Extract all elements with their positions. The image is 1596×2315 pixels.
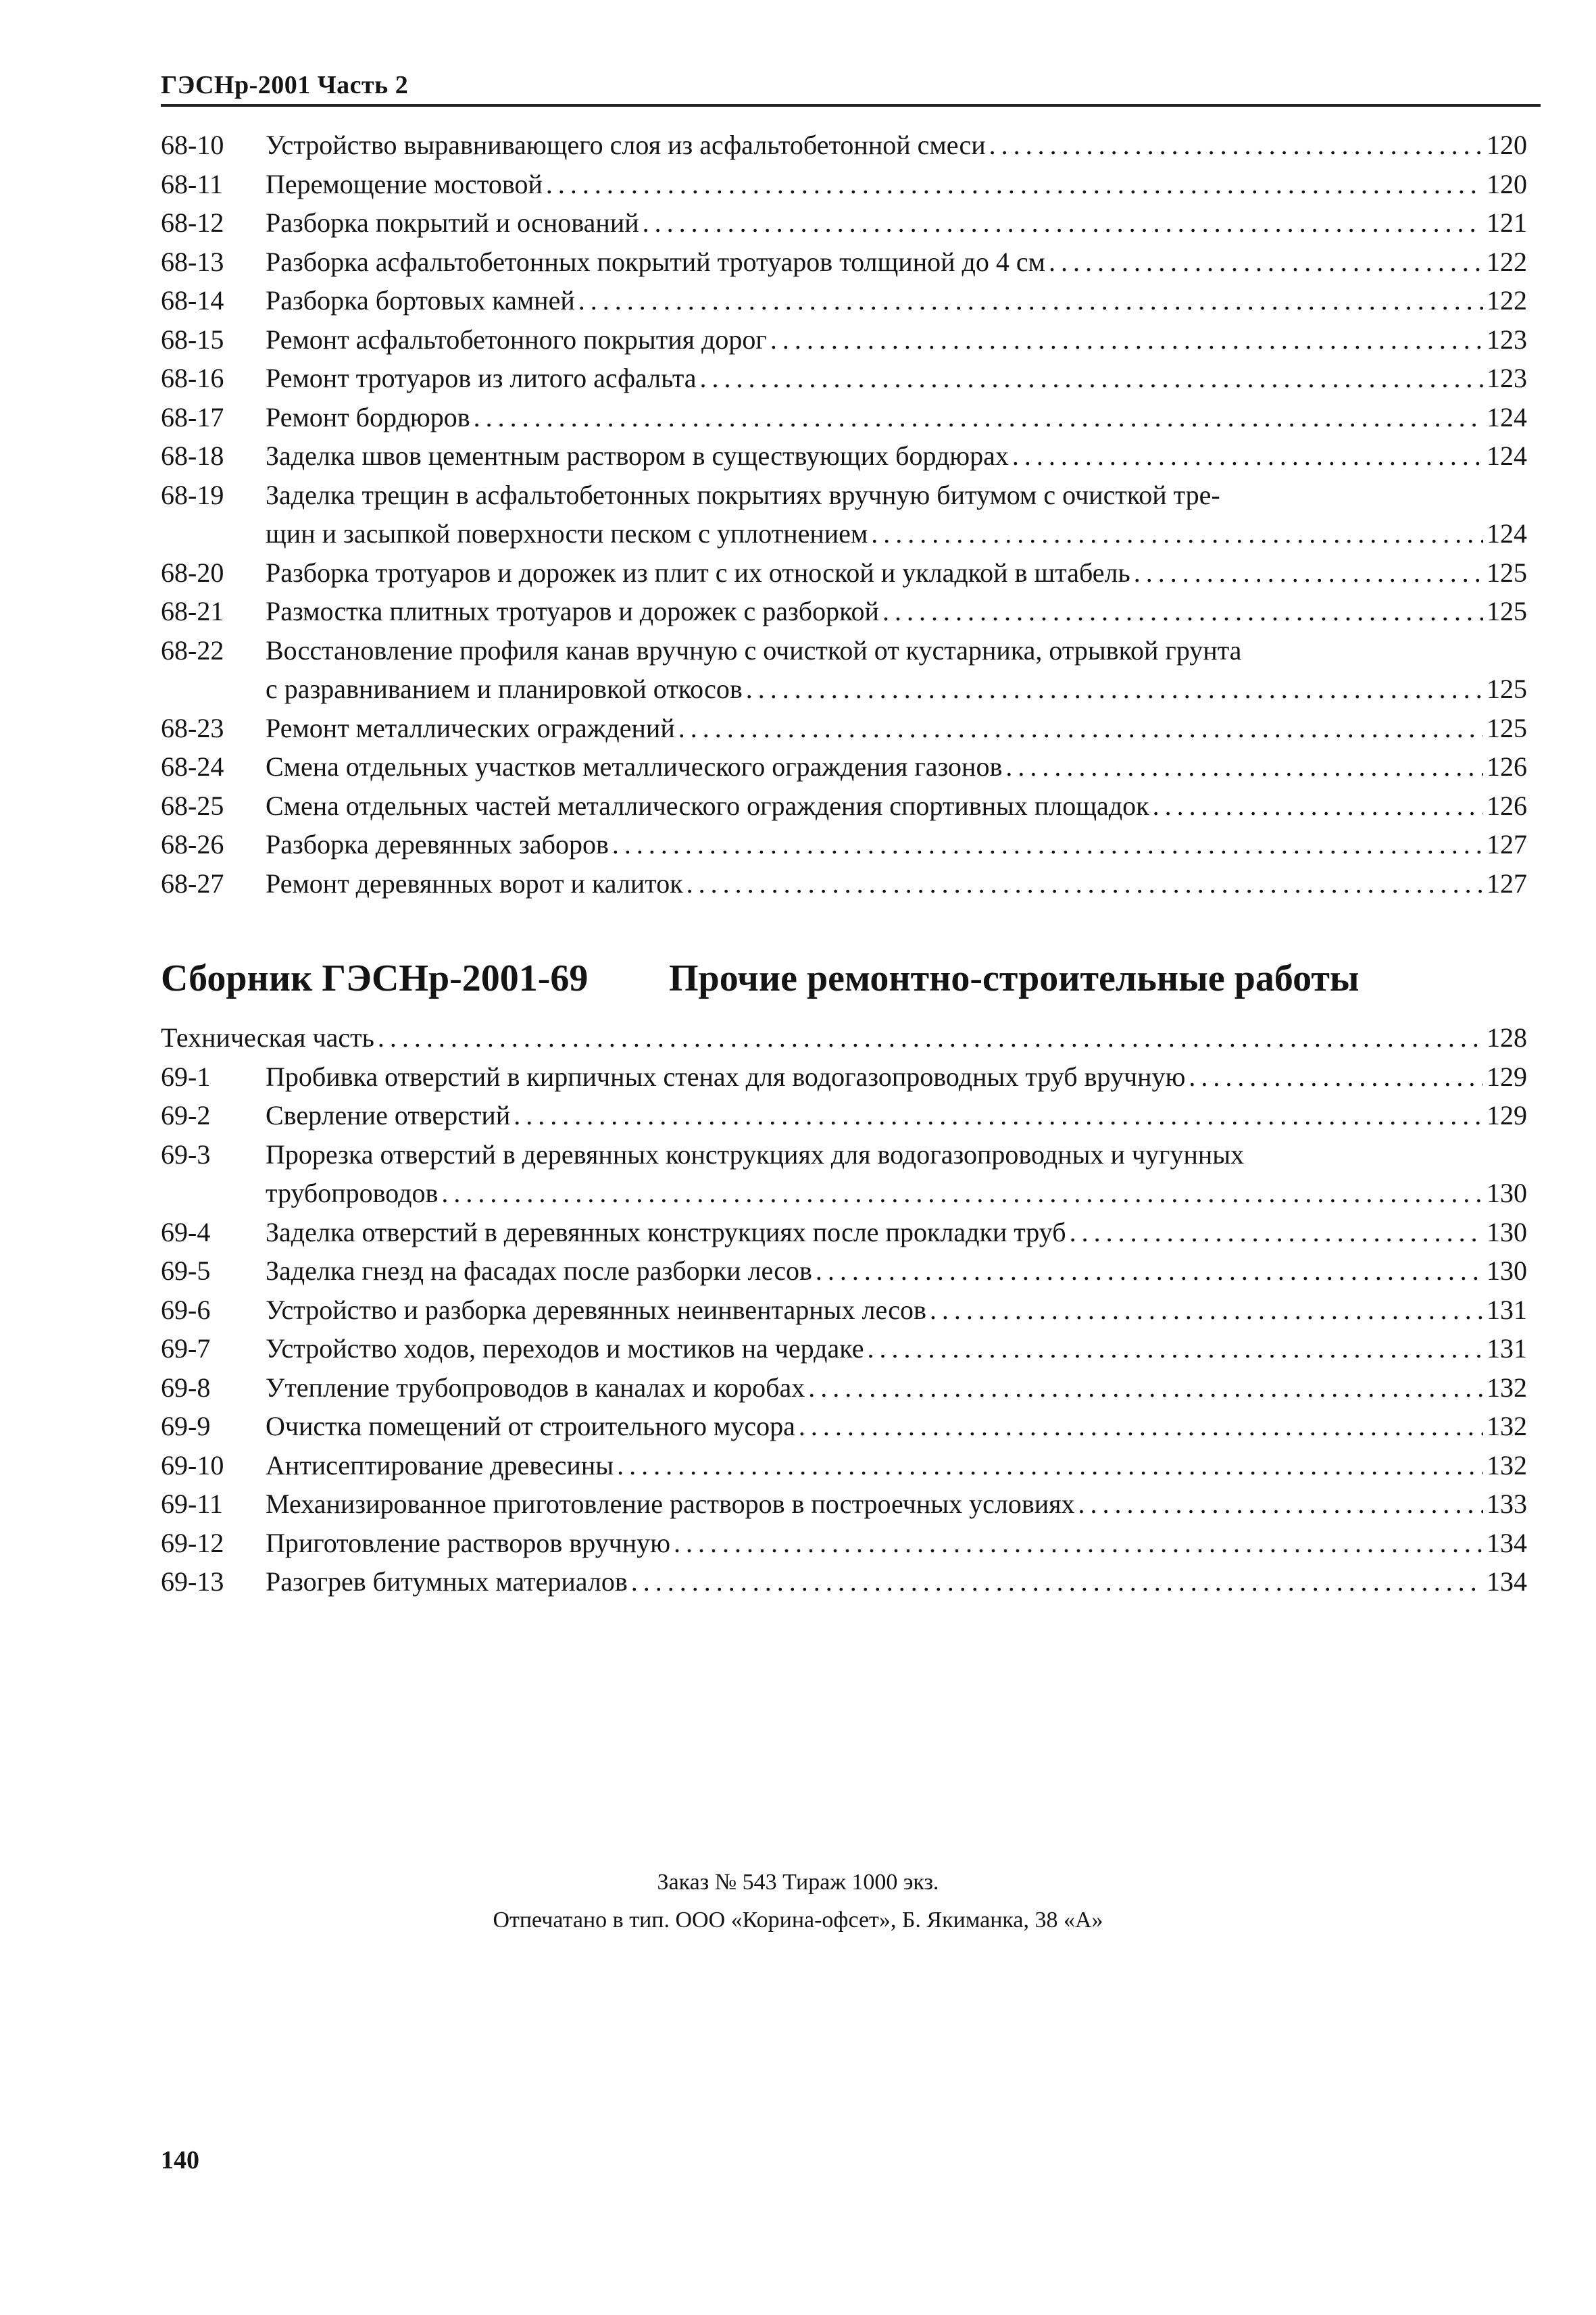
toc-entry-code: 69-6 [161, 1294, 211, 1325]
collection-heading [161, 956, 1541, 1001]
leader-dots [746, 670, 1483, 709]
toc-section-68 [161, 126, 1527, 903]
toc-entry-code: 68-13 [161, 246, 224, 277]
toc-entry[interactable] [161, 709, 1527, 748]
page-header [161, 70, 1541, 107]
leader-dots [474, 398, 1483, 437]
toc-entry-title: Пробивка отверстий в кирпичных стенах для водогазопроводных труб вручную [266, 1061, 1186, 1092]
leader-dots [871, 514, 1483, 553]
leader-dots [882, 592, 1483, 631]
toc-entry-page: 132 [1487, 1372, 1527, 1403]
leader-dots [1189, 1057, 1483, 1097]
toc-entry[interactable] [161, 398, 1527, 437]
toc-entry-title: Ремонт металлических ограждений [266, 712, 675, 743]
imprint-order-line: Заказ № 543 Тираж 1000 экз. [657, 1870, 939, 1895]
toc-entry-page: 120 [1487, 168, 1527, 199]
toc-entry[interactable] [161, 1485, 1527, 1524]
leader-dots [631, 1562, 1483, 1601]
toc-entry[interactable] [161, 1057, 1527, 1097]
toc-entry[interactable] [161, 1291, 1527, 1330]
toc-entry-page: 127 [1487, 868, 1527, 899]
toc-entry-title: Заделка отверстий в деревянных конструкциях после прокладки труб [266, 1216, 1066, 1247]
toc-entry-title: Размостка плитных тротуаров и дорожек с разборкой [266, 596, 879, 626]
toc-entry-title: Прорезка отверстий в деревянных конструкциях для водогазопроводных и чугунных [266, 1139, 1245, 1170]
leader-dots [617, 1446, 1483, 1485]
toc-entry-code: 69-12 [161, 1527, 224, 1558]
running-head: ГЭСНр-2001 Часть 2 [161, 71, 409, 99]
leader-dots [930, 1291, 1483, 1330]
toc-entry[interactable] [161, 320, 1527, 359]
toc-entry-page: 122 [1487, 285, 1527, 316]
toc-entry[interactable] [161, 1251, 1527, 1291]
toc-entry-code: 68-27 [161, 868, 224, 899]
toc-entry-page: 134 [1487, 1566, 1527, 1597]
toc-entry-code: 68-25 [161, 790, 224, 821]
leader-dots [578, 281, 1483, 320]
toc-entry-title: Ремонт тротуаров из литого асфальта [266, 363, 697, 393]
toc-entry-title: щин и засыпкой поверхности песком с уплотнением [266, 518, 868, 549]
leader-dots [799, 1407, 1483, 1446]
toc-entry-title: Ремонт бордюров [266, 401, 470, 432]
toc-entry-page: 121 [1487, 207, 1527, 238]
toc-entry-page: 125 [1487, 596, 1527, 626]
toc-entry[interactable] [161, 1096, 1527, 1135]
toc-entry-page: 126 [1487, 751, 1527, 782]
toc-entry-title: Устройство выравнивающего слоя из асфальтобетонной смеси [266, 130, 986, 160]
toc-entry-title: Сверление отверстий [266, 1100, 511, 1130]
toc-entry-title: Приготовление растворов вручную [266, 1527, 671, 1558]
toc-entry[interactable] [161, 864, 1527, 903]
imprint-printer-line: Отпечатано в тип. ООО «Корина-офсет», Б. Якиманка, 38 «А» [493, 1908, 1103, 1933]
toc-entry-title: Разборка бортовых камней [266, 285, 575, 316]
toc-entry[interactable] [161, 1562, 1527, 1601]
toc-entry-title: Ремонт асфальтобетонного покрытия дорог [266, 324, 767, 355]
toc-entry[interactable] [161, 1524, 1527, 1563]
toc-entry-code: 68-21 [161, 596, 224, 626]
leader-dots [867, 1329, 1483, 1368]
leader-dots [1078, 1485, 1483, 1524]
toc-section-69 [161, 1018, 1527, 1601]
toc-entry-page: 122 [1487, 246, 1527, 277]
toc-entry[interactable] [161, 1446, 1527, 1485]
toc-entry[interactable] [161, 359, 1527, 398]
toc-entry-code: 69-9 [161, 1411, 211, 1441]
toc-entry-page: 125 [1487, 712, 1527, 743]
toc-entry-title: Перемощение мостовой [266, 168, 543, 199]
leader-dots [700, 359, 1483, 398]
toc-entry-page: 120 [1487, 130, 1527, 160]
toc-entry-page: 129 [1487, 1061, 1527, 1092]
leader-dots [1070, 1213, 1483, 1252]
toc-entry-title: Разборка деревянных заборов [266, 829, 609, 860]
toc-entry-code: 69-2 [161, 1100, 211, 1130]
toc-entry-page: 131 [1487, 1333, 1527, 1364]
toc-entry-code: 68-20 [161, 557, 224, 588]
toc-entry[interactable] [161, 1135, 1527, 1213]
toc-entry-title: Утепление трубопроводов в каналах и коробах [266, 1372, 805, 1403]
toc-entry-title: Антисептирование древесины [266, 1449, 614, 1480]
toc-entry-code: 68-17 [161, 401, 224, 432]
toc-entry-code: 68-18 [161, 441, 224, 471]
toc-entry[interactable] [161, 126, 1527, 165]
toc-entry-page: 126 [1487, 790, 1527, 821]
toc-entry-title: трубопроводов [266, 1178, 439, 1208]
toc-entry[interactable] [161, 747, 1527, 787]
toc-entry-code: 69-5 [161, 1255, 211, 1286]
leader-dots [1049, 243, 1483, 282]
toc-entry-title: Устройство и разборка деревянных неинвентарных лесов [266, 1294, 926, 1325]
toc-entry[interactable] [161, 1407, 1527, 1446]
toc-entry-code: 68-16 [161, 363, 224, 393]
toc-entry-title: Разогрев битумных материалов [266, 1566, 628, 1597]
toc-entry-code: 68-12 [161, 207, 224, 238]
toc-entry-page: 130 [1487, 1178, 1527, 1208]
toc-entry-page: 123 [1487, 324, 1527, 355]
toc-entry-code: 69-11 [161, 1489, 223, 1519]
toc-entry-title: Разборка асфальтобетонных покрытий тротуаров толщиной до 4 см [266, 246, 1045, 277]
leader-dots [674, 1524, 1483, 1563]
leader-dots [378, 1018, 1483, 1057]
toc-entry-code: 69-10 [161, 1449, 224, 1480]
toc-entry-code: 69-4 [161, 1216, 211, 1247]
toc-entry-code: 69-3 [161, 1139, 211, 1170]
toc-entry-page: 132 [1487, 1449, 1527, 1480]
toc-entry-title: Восстановление профиля канав вручную с очисткой от кустарника, отрывкой грунта [266, 634, 1242, 666]
toc-entry-page: 129 [1487, 1100, 1527, 1130]
leader-dots [808, 1368, 1483, 1408]
toc-entry-title: Механизированное приготовление растворов в построечных условиях [266, 1489, 1075, 1519]
toc-entry-title: Устройство ходов, переходов и мостиков на чердаке [266, 1333, 864, 1364]
leader-dots [612, 825, 1483, 864]
leader-dots [514, 1096, 1483, 1135]
toc-entry[interactable] [161, 243, 1527, 282]
leader-dots [816, 1251, 1483, 1291]
toc-entry-page: 132 [1487, 1411, 1527, 1441]
leader-dots [770, 320, 1483, 359]
toc-entry[interactable] [161, 553, 1527, 593]
toc-entry-page: 125 [1487, 674, 1527, 704]
toc-entry-code: 69-13 [161, 1566, 224, 1597]
toc-entry[interactable] [161, 1213, 1527, 1252]
toc-entry-title: Ремонт деревянных ворот и калиток [266, 868, 683, 899]
toc-entry[interactable] [161, 203, 1527, 243]
toc-entry-code: 68-10 [161, 130, 224, 160]
toc-entry[interactable] [161, 165, 1527, 204]
leader-dots [678, 709, 1483, 748]
toc-entry-title: Разборка покрытий и оснований [266, 207, 639, 238]
toc-entry-page: 130 [1487, 1216, 1527, 1247]
page-number: 140 [161, 2146, 199, 2174]
toc-entry-page: 134 [1487, 1527, 1527, 1558]
toc-entry-page: 125 [1487, 557, 1527, 588]
toc-entry[interactable] [161, 592, 1527, 631]
leader-dots [546, 165, 1483, 204]
leader-dots [1012, 437, 1483, 476]
imprint [0, 1864, 1596, 1939]
toc-entry-title: Смена отдельных частей металлического ограждения спортивных площадок [266, 790, 1149, 821]
toc-entry-page: 124 [1487, 518, 1527, 549]
leader-dots [1134, 553, 1483, 593]
toc-entry-code: 68-15 [161, 324, 224, 355]
toc-entry-page: 131 [1487, 1294, 1527, 1325]
leader-dots [1153, 787, 1483, 826]
toc-entry-page: 124 [1487, 441, 1527, 471]
toc-entry-label: Техническая часть [161, 1022, 374, 1053]
toc-entry[interactable] [161, 787, 1527, 826]
toc-entry-page: 133 [1487, 1489, 1527, 1519]
toc-entry[interactable] [161, 437, 1527, 476]
leader-dots [687, 864, 1483, 903]
toc-entry-title: Заделка швов цементным раствором в существующих бордюрах [266, 441, 1009, 471]
toc-entry-page: 127 [1487, 829, 1527, 860]
leader-dots [441, 1174, 1483, 1213]
leader-dots [1005, 747, 1483, 787]
toc-entry[interactable] [161, 1329, 1527, 1368]
leader-dots [643, 203, 1483, 243]
toc-entry[interactable] [161, 631, 1527, 709]
toc-entry-page: 124 [1487, 401, 1527, 432]
toc-entry-page: 128 [1487, 1022, 1527, 1053]
toc-entry-title: Очистка помещений от строительного мусора [266, 1411, 795, 1441]
collection-code: Сборник ГЭСНр-2001-69 [161, 957, 589, 999]
toc-entry-title: Смена отдельных участков металлического ограждения газонов [266, 751, 1003, 782]
toc-entry-page: 123 [1487, 363, 1527, 393]
toc-entry-code: 68-24 [161, 751, 224, 782]
toc-entry-code: 68-26 [161, 829, 224, 860]
toc-entry-code: 68-14 [161, 285, 224, 316]
toc-entry-title: Разборка тротуаров и дорожек из плит с их отноской и укладкой в штабель [266, 557, 1130, 588]
toc-entry-title: Заделка гнезд на фасадах после разборки лесов [266, 1255, 812, 1286]
toc-entry-code: 68-19 [161, 479, 224, 510]
toc-entry-code: 69-7 [161, 1333, 211, 1364]
toc-entry-title: Заделка трещин в асфальтобетонных покрытиях вручную битумом с очисткой тре- [266, 479, 1220, 510]
toc-entry-code: 69-1 [161, 1061, 211, 1092]
collection-title: Прочие ремонтно-строительные работы [669, 957, 1360, 999]
toc-entry-page: 130 [1487, 1255, 1527, 1286]
toc-entry-code: 69-8 [161, 1372, 211, 1403]
toc-entry[interactable] [161, 1368, 1527, 1408]
toc-entry-code: 68-22 [161, 634, 224, 666]
toc-entry[interactable] [161, 825, 1527, 864]
toc-entry-technical-part[interactable] [161, 1018, 1527, 1057]
leader-dots [989, 126, 1483, 165]
toc-entry[interactable] [161, 476, 1527, 553]
toc-entry-code: 68-23 [161, 712, 224, 743]
toc-entry[interactable] [161, 281, 1527, 320]
toc-entry-title: с разравниванием и планировкой откосов [266, 674, 743, 704]
toc-entry-code: 68-11 [161, 168, 223, 199]
